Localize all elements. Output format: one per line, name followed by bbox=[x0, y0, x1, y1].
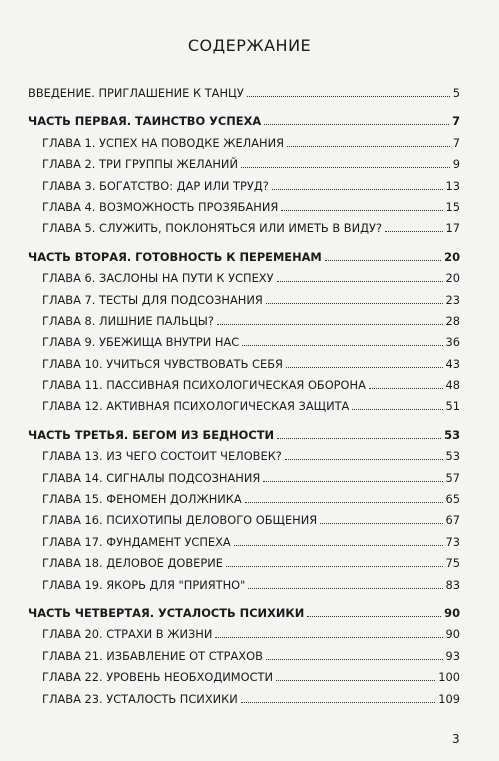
dot-leader bbox=[285, 449, 443, 460]
toc-chapter-entry bbox=[28, 157, 460, 178]
toc-entry-page: 53 bbox=[445, 449, 460, 464]
toc-part-entry bbox=[28, 428, 460, 449]
toc-entry-page: 7 bbox=[452, 135, 460, 150]
dot-leader bbox=[281, 200, 442, 211]
toc-chapter-entry bbox=[28, 692, 460, 713]
dot-leader bbox=[266, 293, 443, 304]
dot-leader bbox=[287, 136, 450, 147]
toc-entry-label: ГЛАВА 15. ФЕНОМЕН ДОЛЖНИКА bbox=[42, 492, 242, 507]
toc-entry-page: 51 bbox=[445, 399, 460, 414]
dot-leader bbox=[264, 114, 449, 125]
toc-entry-page: 17 bbox=[445, 221, 460, 236]
toc-entry-page: 90 bbox=[445, 627, 460, 642]
toc-entry-page: 7 bbox=[452, 114, 460, 129]
toc-entry-label: ЧАСТЬ ТРЕТЬЯ. БЕГОМ ИЗ БЕДНОСТИ bbox=[28, 427, 274, 442]
dot-leader bbox=[352, 399, 442, 410]
dot-leader bbox=[215, 627, 442, 638]
toc-chapter-entry bbox=[28, 200, 460, 221]
toc-entry-label: ГЛАВА 3. БОГАТСТВО: ДАР ИЛИ ТРУД? bbox=[42, 178, 269, 193]
toc-entry-page: 28 bbox=[445, 313, 460, 328]
dot-leader bbox=[241, 157, 450, 168]
toc-entry-label: ГЛАВА 18. ДЕЛОВОЕ ДОВЕРИЕ bbox=[42, 556, 223, 571]
dot-leader bbox=[277, 271, 443, 282]
toc-entry-label: ЧАСТЬ ПЕРВАЯ. ТАИНСТВО УСПЕХА bbox=[28, 114, 262, 129]
toc-entry-label: ГЛАВА 12. АКТИВНАЯ ПСИХОЛОГИЧЕСКАЯ ЗАЩИТА bbox=[42, 399, 350, 414]
toc-entry-page: 93 bbox=[445, 648, 460, 663]
toc-chapter-entry bbox=[28, 179, 460, 200]
toc-chapter-entry bbox=[28, 649, 460, 670]
toc-entry-label: ГЛАВА 1. УСПЕХ НА ПОВОДКЕ ЖЕЛАНИЯ bbox=[42, 135, 285, 150]
toc-entry-label: ГЛАВА 6. ЗАСЛОНЫ НА ПУТИ К УСПЕХУ bbox=[42, 271, 274, 286]
toc-chapter-entry bbox=[28, 357, 460, 378]
toc-entry-page: 65 bbox=[445, 492, 460, 507]
toc-entry-page: 48 bbox=[445, 378, 460, 393]
toc-entry-label: ГЛАВА 10. УЧИТЬСЯ ЧУВСТВОВАТЬ СЕБЯ bbox=[42, 356, 283, 371]
dot-leader bbox=[325, 250, 441, 261]
toc-chapter-entry bbox=[28, 378, 460, 399]
toc-chapter-entry bbox=[28, 492, 460, 513]
toc-chapter-entry bbox=[28, 399, 460, 420]
toc-entry-label: ГЛАВА 14. СИГНАЛЫ ПОДСОЗНАНИЯ bbox=[42, 470, 261, 485]
toc-entry-page: 83 bbox=[445, 577, 460, 592]
dot-leader bbox=[248, 578, 442, 589]
dot-leader bbox=[272, 179, 443, 190]
toc-chapter-entry bbox=[28, 670, 460, 691]
table-of-contents bbox=[28, 86, 460, 713]
toc-chapter-entry bbox=[28, 271, 460, 292]
toc-entry-label: ГЛАВА 2. ТРИ ГРУППЫ ЖЕЛАНИЙ bbox=[42, 157, 238, 172]
toc-chapter-entry bbox=[28, 627, 460, 648]
dot-leader bbox=[286, 357, 443, 368]
toc-entry-label: ГЛАВА 19. ЯКОРЬ ДЛЯ "ПРИЯТНО" bbox=[42, 577, 246, 592]
toc-chapter-entry bbox=[28, 314, 460, 335]
toc-entry-label: ГЛАВА 21. ИЗБАВЛЕНИЕ ОТ СТРАХОВ bbox=[42, 648, 263, 663]
toc-entry-label: ГЛАВА 22. УРОВЕНЬ НЕОБХОДИМОСТИ bbox=[42, 670, 274, 685]
dot-leader bbox=[385, 221, 443, 232]
toc-chapter-entry bbox=[28, 221, 460, 242]
toc-entry-page: 5 bbox=[452, 86, 460, 100]
toc-chapter-entry bbox=[28, 449, 460, 470]
dot-leader bbox=[217, 314, 443, 325]
toc-chapter-entry bbox=[28, 471, 460, 492]
dot-leader bbox=[234, 535, 443, 546]
toc-entry-label: ГЛАВА 23. УСТАЛОСТЬ ПСИХИКИ bbox=[42, 691, 238, 706]
dot-leader bbox=[245, 492, 443, 503]
toc-entry-label: ВВЕДЕНИЕ. ПРИГЛАШЕНИЕ К ТАНЦУ bbox=[28, 86, 244, 100]
toc-chapter-entry bbox=[28, 578, 460, 599]
toc-chapter-entry bbox=[28, 535, 460, 556]
dot-leader bbox=[369, 378, 443, 389]
toc-chapter-entry bbox=[28, 335, 460, 356]
toc-entry-label: ГЛАВА 4. ВОЗМОЖНОСТЬ ПРОЗЯБАНИЯ bbox=[42, 199, 279, 214]
toc-entry-page: 73 bbox=[445, 534, 460, 549]
dot-leader bbox=[307, 606, 441, 617]
toc-part-entry bbox=[28, 114, 460, 135]
toc-intro-entry bbox=[28, 86, 460, 107]
toc-part-entry bbox=[28, 606, 460, 627]
toc-entry-page: 67 bbox=[445, 513, 460, 528]
toc-entry-page: 43 bbox=[445, 356, 460, 371]
toc-entry-page: 36 bbox=[445, 335, 460, 350]
dot-leader bbox=[241, 692, 435, 703]
toc-entry-page: 23 bbox=[445, 292, 460, 307]
toc-entry-label: ГЛАВА 13. ИЗ ЧЕГО СОСТОИТ ЧЕЛОВЕК? bbox=[42, 449, 282, 464]
toc-entry-label: ГЛАВА 9. УБЕЖИЩА ВНУТРИ НАС bbox=[42, 335, 240, 350]
page-number: 3 bbox=[452, 732, 460, 746]
toc-chapter-entry bbox=[28, 293, 460, 314]
dot-leader bbox=[266, 649, 443, 660]
toc-entry-label: ГЛАВА 20. СТРАХИ В ЖИЗНИ bbox=[42, 627, 213, 642]
toc-entry-label: ГЛАВА 17. ФУНДАМЕНТ УСПЕХА bbox=[42, 534, 231, 549]
toc-entry-label: ЧАСТЬ ВТОРАЯ. ГОТОВНОСТЬ К ПЕРЕМЕНАМ bbox=[28, 249, 322, 264]
toc-entry-page: 53 bbox=[444, 427, 460, 442]
toc-entry-page: 75 bbox=[445, 556, 460, 571]
toc-chapter-entry bbox=[28, 556, 460, 577]
dot-leader bbox=[276, 670, 435, 681]
dot-leader bbox=[277, 428, 441, 439]
dot-leader bbox=[247, 86, 450, 97]
toc-entry-page: 13 bbox=[445, 178, 460, 193]
toc-chapter-entry bbox=[28, 513, 460, 534]
toc-entry-label: ГЛАВА 8. ЛИШНИЕ ПАЛЬЦЫ? bbox=[42, 313, 214, 328]
toc-entry-page: 20 bbox=[445, 271, 460, 286]
toc-entry-label: ГЛАВА 16. ПСИХОТИПЫ ДЕЛОВОГО ОБЩЕНИЯ bbox=[42, 513, 318, 528]
toc-entry-page: 20 bbox=[444, 249, 460, 264]
dot-leader bbox=[226, 556, 443, 567]
toc-entry-page: 109 bbox=[438, 691, 460, 706]
toc-entry-page: 90 bbox=[444, 605, 460, 620]
page-title: СОДЕРЖАНИЕ bbox=[187, 36, 312, 55]
toc-entry-label: ГЛАВА 7. ТЕСТЫ ДЛЯ ПОДСОЗНАНИЯ bbox=[42, 292, 263, 307]
toc-entry-page: 15 bbox=[445, 199, 460, 214]
dot-leader bbox=[320, 513, 442, 524]
dot-leader bbox=[242, 335, 442, 346]
toc-entry-page: 57 bbox=[445, 470, 460, 485]
toc-entry-page: 100 bbox=[438, 670, 460, 685]
toc-entry-label: ГЛАВА 11. ПАССИВНАЯ ПСИХОЛОГИЧЕСКАЯ ОБОРОНА bbox=[42, 378, 366, 393]
toc-chapter-entry bbox=[28, 136, 460, 157]
toc-entry-page: 9 bbox=[452, 157, 460, 172]
toc-part-entry bbox=[28, 250, 460, 271]
toc-entry-label: ГЛАВА 5. СЛУЖИТЬ, ПОКЛОНЯТЬСЯ ИЛИ ИМЕТЬ В ВИДУ? bbox=[42, 221, 382, 236]
dot-leader bbox=[263, 471, 442, 482]
toc-entry-label: ЧАСТЬ ЧЕТВЕРТАЯ. УСТАЛОСТЬ ПСИХИКИ bbox=[28, 605, 305, 620]
